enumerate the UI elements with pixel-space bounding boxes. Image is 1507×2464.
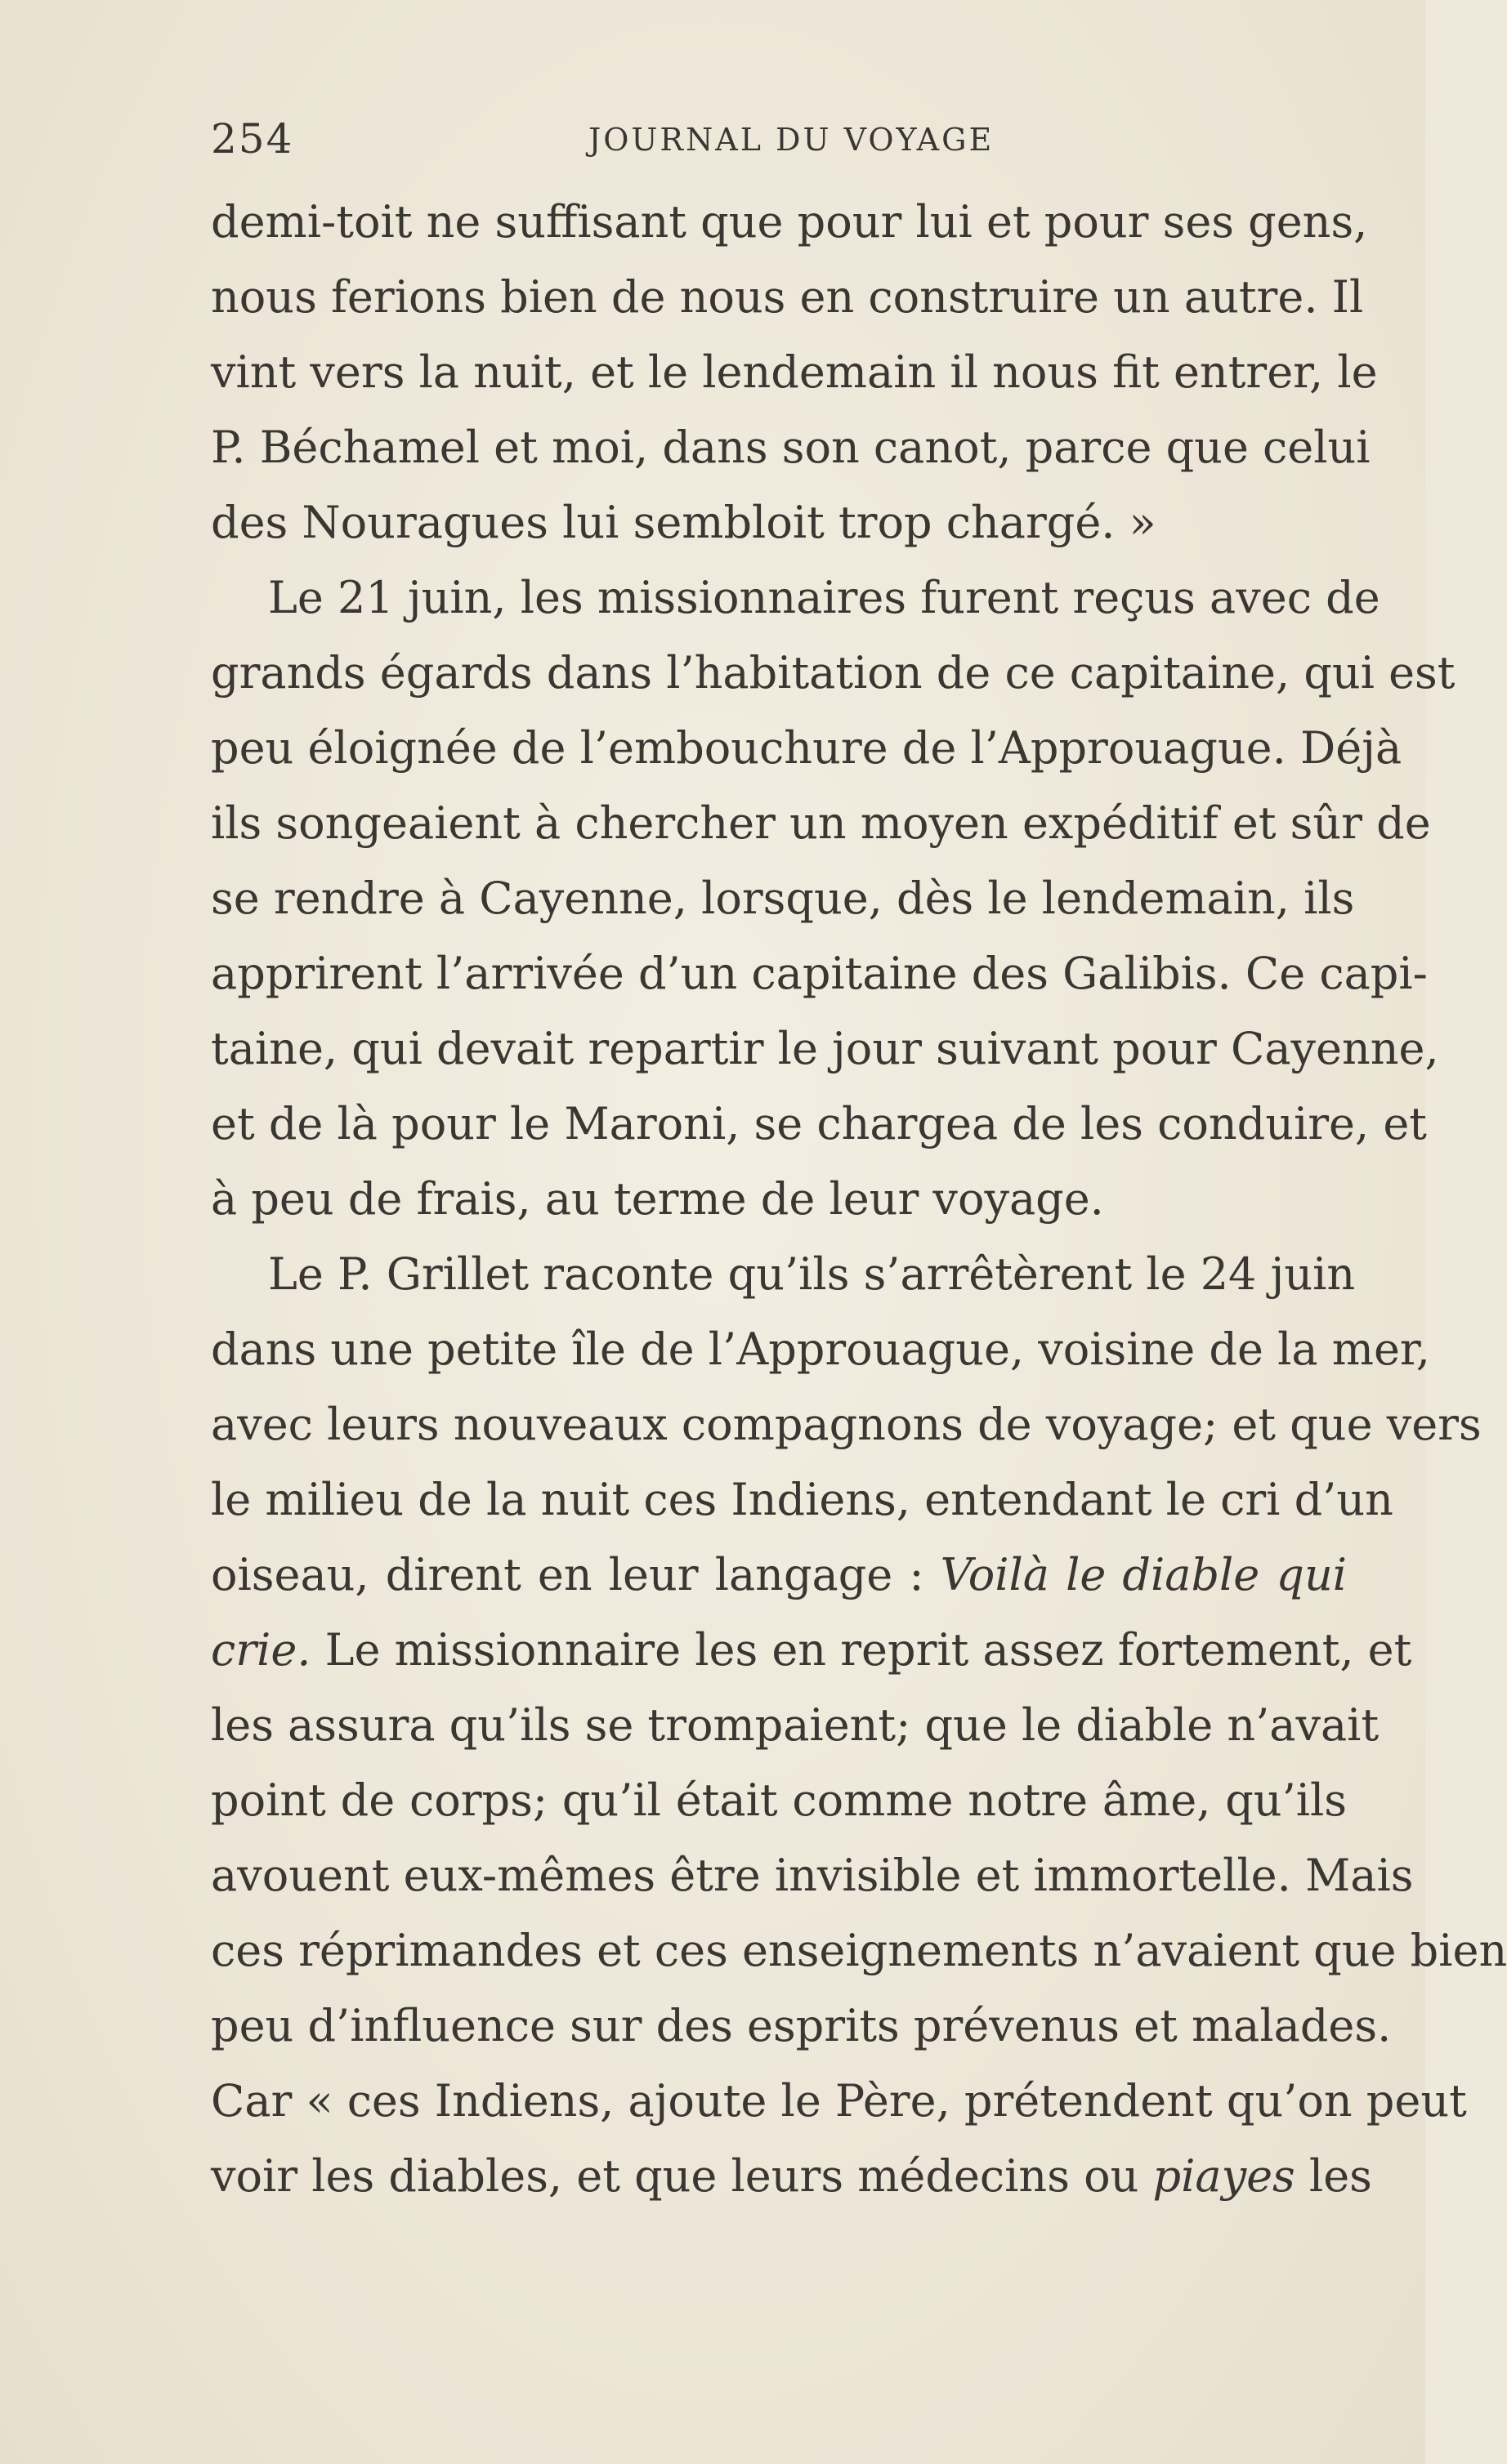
text-line: Le 21 juin, les missionnaires furent reçus avec de [268,572,1380,623]
text-line: et de là pour le Maroni, se chargea de les conduire, et [211,1098,1428,1149]
text-line [211,1538,1347,1613]
running-title: JOURNAL DU VOYAGE [588,122,995,158]
text-line: P. Béchamel et moi, dans son canot, parce que celui [211,422,1371,473]
body-text [211,185,1507,2214]
text-line: ces réprimandes et ces enseignements n’avaient que bien [211,1925,1507,1976]
italic-term: piayes [1152,2150,1295,2202]
text-line: se rendre à Cayenne, lorsque, dès le lendemain, ils [211,873,1355,924]
text-line: nous ferions bien de nous en construire un autre. Il [211,271,1364,323]
text-line: les assura qu’ils se trompaient; que le diable n’avait [211,1699,1380,1751]
text-line: apprirent l’arrivée d’un capitaine des Galibis. Ce capi- [211,948,1428,999]
text-fragment: oiseau, dirent en leur langage : [211,1549,941,1600]
text-line: Le P. Grillet raconte qu’ils s’arrêtèrent le 24 juin [268,1248,1356,1300]
text-line: demi-toit ne suffisant que pour lui et pour ses gens, [211,196,1368,248]
text-line: peu d’influence sur des esprits prévenus et malades. [211,2000,1392,2051]
running-head [211,114,1347,163]
page-number: 254 [211,115,294,163]
text-line: Car « ces Indiens, ajoute le Père, prétendent qu’on peut [211,2075,1467,2127]
text-line [211,1613,1412,1688]
text-fragment: les [1295,2150,1372,2202]
text-line: avec leurs nouveaux compagnons de voyage; et que vers [211,1399,1482,1450]
paragraph-1 [211,185,1378,560]
italic-quote: Voilà le diable qui [940,1549,1347,1600]
text-line: vint vers la nuit, et le lendemain il nous fit entrer, le [211,346,1378,398]
text-line: ils songeaient à chercher un moyen expéditif et sûr de [211,797,1431,849]
text-line: des Nouragues lui sembloit trop chargé. » [211,497,1156,548]
text-line: à peu de frais, au terme de leur voyage. [211,1173,1104,1225]
text-line: taine, qui devait repartir le jour suivant pour Cayenne, [211,1023,1439,1074]
text-fragment: Le missionnaire les en reprit assez fortement, et [311,1624,1412,1676]
text-line: dans une petite île de l’Approuague, voisine de la mer, [211,1324,1430,1375]
text-line: avouent eux-mêmes être invisible et immortelle. Mais [211,1850,1414,1901]
italic-quote: crie. [211,1624,311,1676]
text-fragment: voir les diables, et que leurs médecins ou [211,2150,1153,2202]
paragraph-3 [211,1237,1507,2214]
text-line: le milieu de la nuit ces Indiens, entendant le cri d’un [211,1474,1393,1525]
text-line: peu éloignée de l’embouchure de l’Approuague. Déjà [211,722,1402,774]
text-line [211,2139,1372,2214]
paragraph-2 [211,560,1456,1237]
text-line: point de corps; qu’il était comme notre âme, qu’ils [211,1774,1347,1826]
text-line: grands égards dans l’habitation de ce capitaine, qui est [211,647,1456,699]
